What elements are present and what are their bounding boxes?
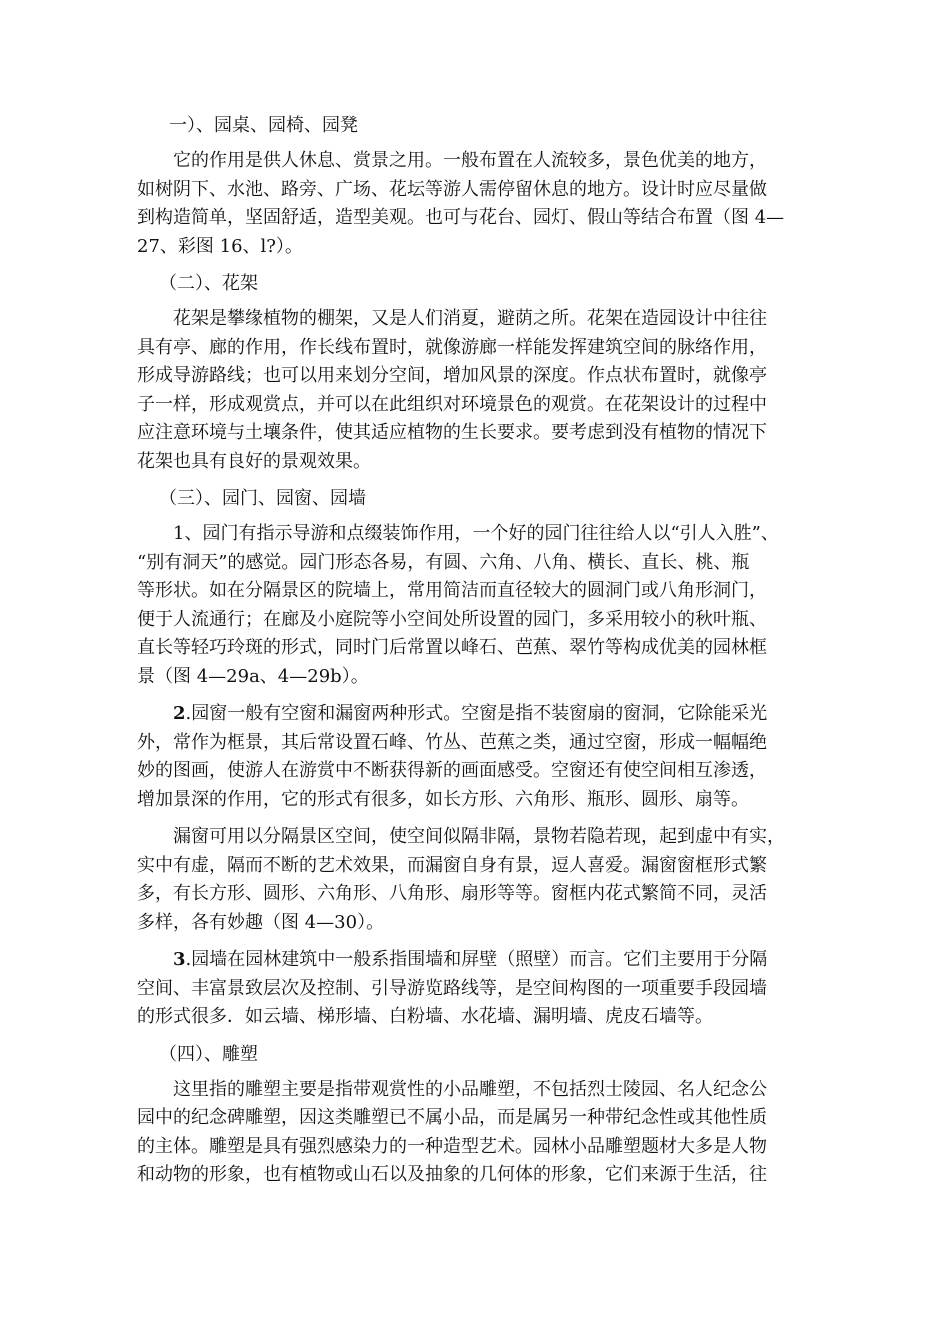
paragraph-line: 增加景深的作用，它的形式有很多，如长方形、六角形、瓶形、圆形、扇等。 — [137, 788, 749, 810]
paragraph-line: 便于人流通行；在廊及小庭院等小空间处所设置的园门，多采用较小的秋叶瓶、 — [137, 608, 767, 630]
paragraph — [137, 946, 827, 1032]
section-heading-1: 一）、园桌、园椅、园凳 — [169, 115, 358, 136]
paragraph-line: 子一样，形成观赏点，并可以在此组织对环境景色的观赏。在花架设计的过程中 — [137, 393, 767, 415]
item-number: 2 — [173, 703, 186, 724]
item-number: 3 — [173, 949, 186, 970]
paragraph-line: 漏窗可用以分隔景区空间，使空间似隔非隔，景物若隐若现，起到虚中有实， — [173, 826, 785, 847]
paragraph-line: 空间、丰富景致层次及控制、引导游览路线等，是空间构图的一项重要手段园墙 — [137, 977, 767, 999]
paragraph — [137, 823, 827, 937]
document-body — [137, 112, 827, 1199]
paragraph-line: 妙的图画，使游人在游赏中不断获得新的画面感受。空窗还有使空间相互渗透， — [137, 760, 767, 781]
section-heading-4: （四）、雕塑 — [159, 1043, 258, 1065]
paragraph-line-text: .园窗一般有空窗和漏窗两种形式。空窗是指不装窗扇的窗洞，它除能采光 — [185, 703, 768, 724]
paragraph-line: 花架是攀缘植物的棚架，又是人们消夏，避荫之所。花架在造园设计中往往 — [173, 308, 767, 329]
paragraph-line: 如树阴下、水池、路旁、广场、花坛等游人需停留休息的地方。设计时应尽量做 — [137, 178, 767, 200]
paragraph — [137, 520, 827, 691]
paragraph-line: 1、园门有指示导游和点缀装饰作用，一个好的园门往往给人以“引人入胜”、 — [173, 523, 779, 544]
paragraph-line: 的形式很多．如云墙、梯形墙、白粉墙、水花墙、漏明墙、虎皮石墙等。 — [137, 1006, 713, 1027]
paragraph-line: 多，有长方形、圆形、六角形、八角形、扇形等等。窗框内花式繁简不同，灵活 — [137, 883, 767, 904]
paragraph — [137, 305, 827, 476]
paragraph-line: 园中的纪念碑雕塑，因这类雕塑已不属小品，而是属另一种带纪念性或其他性质 — [137, 1107, 767, 1128]
paragraph-line: 它的作用是供人休息、赏景之用。一般布置在人流较多，景色优美的地方， — [173, 150, 767, 171]
paragraph-line: 等形状。如在分隔景区的院墙上，常用简洁而直径较大的圆洞门或八角形洞门， — [137, 580, 767, 601]
paragraph — [137, 1076, 827, 1190]
paragraph-line — [137, 946, 827, 975]
paragraph-line: 外，常作为框景，其后常设置石峰、竹丛、芭蕉之类，通过空窗，形成一幅幅绝 — [137, 731, 767, 753]
paragraph-line: 直长等轻巧玲斑的形式，同时门后常置以峰石、芭蕉、翠竹等构成优美的园林框 — [137, 637, 767, 658]
paragraph-line: 景（图 4—29a、4—29b）。 — [137, 665, 369, 687]
section-heading-3: （三）、园门、园窗、园墙 — [159, 488, 366, 509]
paragraph-line: 27、彩图 16、l?）。 — [137, 235, 303, 257]
paragraph-line: 形成导游路线；也可以用来划分空间，增加风景的深度。作点状布置时，就像亭 — [137, 365, 767, 386]
section-heading-2: （二）、花架 — [159, 273, 258, 294]
paragraph-line: 应注意环境与土壤条件，使其适应植物的生长要求。要考虑到没有植物的情况下 — [137, 422, 767, 443]
paragraph — [137, 147, 827, 261]
paragraph-line: 这里指的雕塑主要是指带观赏性的小品雕塑，不包括烈士陵园、名人纪念公 — [173, 1078, 767, 1100]
paragraph-line: 花架也具有良好的景观效果。 — [137, 450, 371, 472]
paragraph-line-text: .园墙在园林建筑中一般系指围墙和屏壁（照壁）而言。它们主要用于分隔 — [185, 949, 768, 970]
paragraph-line: 和动物的形象，也有植物或山石以及抽象的几何体的形象，它们来源于生活，往 — [137, 1164, 767, 1185]
paragraph-line: “别有洞天”的感觉。园门形态各易，有圆、六角、八角、横长、直长、桃、瓶 — [137, 551, 750, 573]
paragraph — [137, 700, 827, 814]
paragraph-line: 具有亭、廊的作用，作长线布置时，就像游廊一样能发挥建筑空间的脉络作用， — [137, 336, 767, 358]
paragraph-line: 实中有虚，隔而不断的艺术效果，而漏窗自身有景，逗人喜爱。漏窗窗框形式繁 — [137, 854, 767, 876]
paragraph-line: 到构造简单，坚固舒适，造型美观。也可与花台、园灯、假山等结合布置（图 4— — [137, 207, 785, 228]
paragraph-line — [137, 700, 827, 729]
paragraph-line: 的主体。雕塑是具有强烈感染力的一种造型艺术。园林小品雕塑题材大多是人物 — [137, 1135, 767, 1157]
paragraph-line: 多样，各有妙趣（图 4—30）。 — [137, 911, 385, 933]
